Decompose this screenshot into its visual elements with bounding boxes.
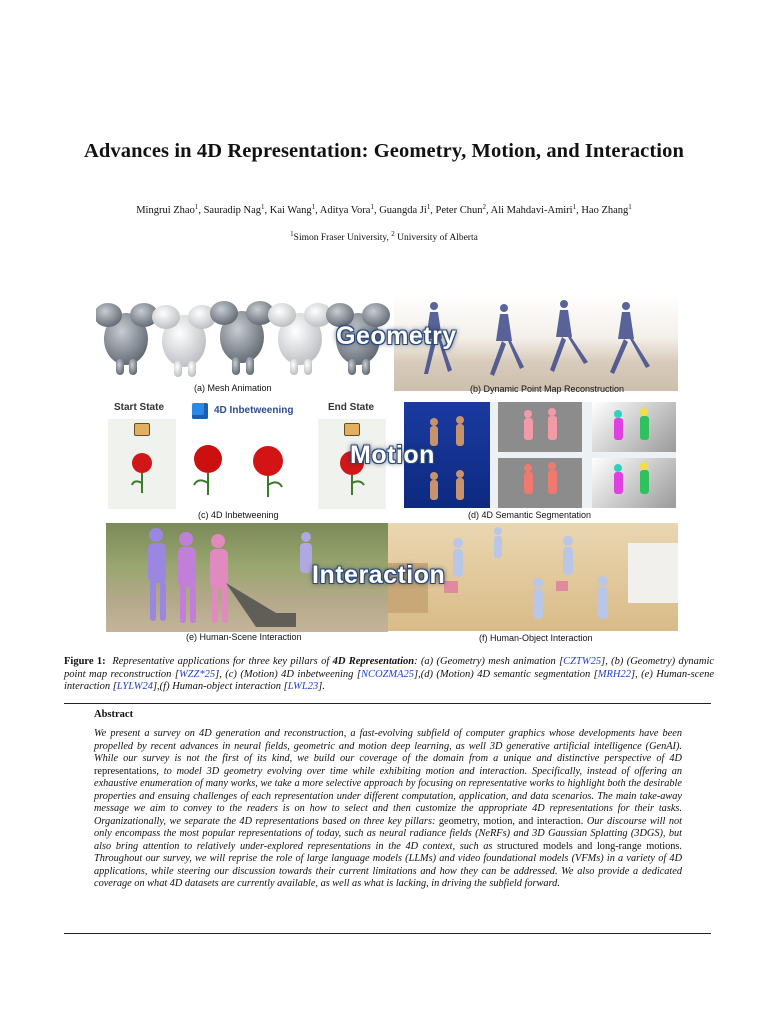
overlay-geometry: Geometry <box>336 322 457 350</box>
author: Peter Chun$^2$ <box>435 203 486 216</box>
abstract-top-rule <box>64 703 711 704</box>
citation-link[interactable]: NCOZMA25 <box>360 668 415 680</box>
author: Guangda Ji$^1$ <box>379 203 431 216</box>
dancer-figure <box>430 416 464 446</box>
paper-title: Advances in 4D Representation: Geometry, Motion, and Interaction <box>84 140 684 162</box>
human-figure <box>563 536 573 575</box>
author: Ali Mahdavi-Amiri$^1$ <box>490 203 577 216</box>
segment-mask <box>524 462 557 494</box>
affiliations: $^1$Simon Fraser University, $^2$ University of Alberta <box>290 230 478 243</box>
segment-mask <box>524 408 557 440</box>
author: Kai Wang$^1$ <box>269 203 316 216</box>
panel-d-caption: (d) 4D Semantic Segmentation <box>468 510 592 520</box>
rose-figure <box>132 453 152 493</box>
dancer-figure <box>550 300 588 372</box>
panel-b-caption: (b) Dynamic Point Map Reconstruction <box>470 384 625 394</box>
panel-f-caption: (f) Human-Object Interaction <box>479 633 593 643</box>
segment-mask <box>614 408 649 440</box>
human-figure <box>210 534 228 623</box>
elephant-figure <box>268 303 332 375</box>
rose-figure <box>253 446 283 497</box>
dancer-figure <box>610 302 650 374</box>
human-figure <box>453 538 463 577</box>
start-state-label: Start State <box>114 402 165 413</box>
panel-segmentation-image <box>404 402 676 508</box>
human-figure <box>178 532 196 623</box>
citation-link[interactable]: LWL23 <box>287 681 319 692</box>
lawnmower-shape <box>226 583 296 627</box>
dancer-figure <box>430 470 464 500</box>
human-figure <box>598 576 608 619</box>
author: Mingrui Zhao$^1$ <box>136 203 199 216</box>
abstract-bottom-rule <box>64 933 711 934</box>
panel-a-caption: (a) Mesh Animation <box>194 383 272 393</box>
sofa-shape <box>628 543 678 603</box>
rose-figure <box>194 445 222 495</box>
human-figure <box>494 527 502 558</box>
overlay-motion: Motion <box>350 441 435 469</box>
abstract-heading: Abstract <box>94 709 134 720</box>
segment-mask <box>614 462 649 494</box>
panel-c-caption: (c) 4D Inbetweening <box>198 510 279 520</box>
abstract-body: We present a survey on 4D generation and reconstruction, a fast-evolving subfield of computer graphics whose developments have been propelled by recent advances in neural fields, geometric and motion deep learning, as well 3D generative artificial intelligence (GenAI). While our survey is not the first of its kind, we build our coverage of the domain from a unique and distinctive perspective of 4D representations, to model 3D geometry evolving over time while exhibiting motion and interaction. Specifically, instead of offering an exhaustive enumeration of many works, we take a more selective approach by focusing on representative works to highlight both the desirable properties and ensuing challenges of each representation under different computation, application, and data scenarios. The main take-away message we aim to convey to the readers is on how to select and then customize the appropriate 4D representations for their tasks. Organizationally, we separate the 4D representations based on three key pillars: geometry, motion, and interaction. Our discourse will not only encompass the most popular representations of today, such as neural radiance fields (NeRFs) and 3D Gaussian Splatting (3DGS), but also bring attention to relatively under-explored representations in the 4D context, such as structured models and long-range motions. Throughout our survey, we will reprise the role of large language models (LLMs) and video foundational models (VFMs) in a variety of 4D applications, while steering our discussion towards their current limitations and how they can be addressed. We also provide a dedicated coverage on what 4D datasets are currently available, as well as what is lacking, in driving the subfield forward. <box>94 728 683 889</box>
figure-label: Figure 1: <box>64 656 106 667</box>
end-state-label: End State <box>328 402 375 413</box>
box-object <box>556 581 568 591</box>
figure-1 <box>96 289 680 646</box>
citation-link[interactable]: WZZ*25 <box>178 668 216 680</box>
author: Hao Zhang$^1$ <box>581 203 632 216</box>
human-figure <box>148 528 166 621</box>
citation-link[interactable]: MRH22 <box>597 668 632 680</box>
box-object <box>444 581 458 593</box>
elephant-figure <box>152 305 216 377</box>
overlay-interaction: Interaction <box>312 561 446 589</box>
panel-e-caption: (e) Human-Scene Interaction <box>186 632 302 642</box>
elephant-figure <box>96 303 158 375</box>
author: Aditya Vora$^1$ <box>319 203 374 216</box>
inbetweening-label: 4D Inbetweening <box>214 405 294 416</box>
elephant-figure <box>210 301 274 375</box>
figure-caption: Figure 1: Representative applications for three key pillars of 4D Representation: (a) (Geometry) mesh animation [CZTW25], (b) (Geometry) dynamic point map reconstruction [WZZ*25], (c) (Motion) 4D inbetweening [NCOZMA25],(d) (Motion) 4D semantic segmentation [MRH22], (e) Human-scene interaction [LYLW24],(f) Human-object interaction [LWL23]. <box>64 656 715 692</box>
human-figure <box>300 532 312 573</box>
citation-link[interactable]: CZTW25 <box>563 656 602 667</box>
citation-link[interactable]: LYLW24 <box>116 681 153 692</box>
dancer-figure <box>490 304 524 376</box>
human-figure <box>533 578 543 619</box>
author-list: Mingrui Zhao$^1$, Sauradip Nag$^1$, Kai Wang$^1$, Aditya Vora$^1$, Guangda Ji$^1$, Peter Chun$^2$, Ali Mahdavi-Amiri$^1$, Hao Zhang$^1$ <box>136 203 632 216</box>
author: Sauradip Nag$^1$ <box>203 203 265 216</box>
